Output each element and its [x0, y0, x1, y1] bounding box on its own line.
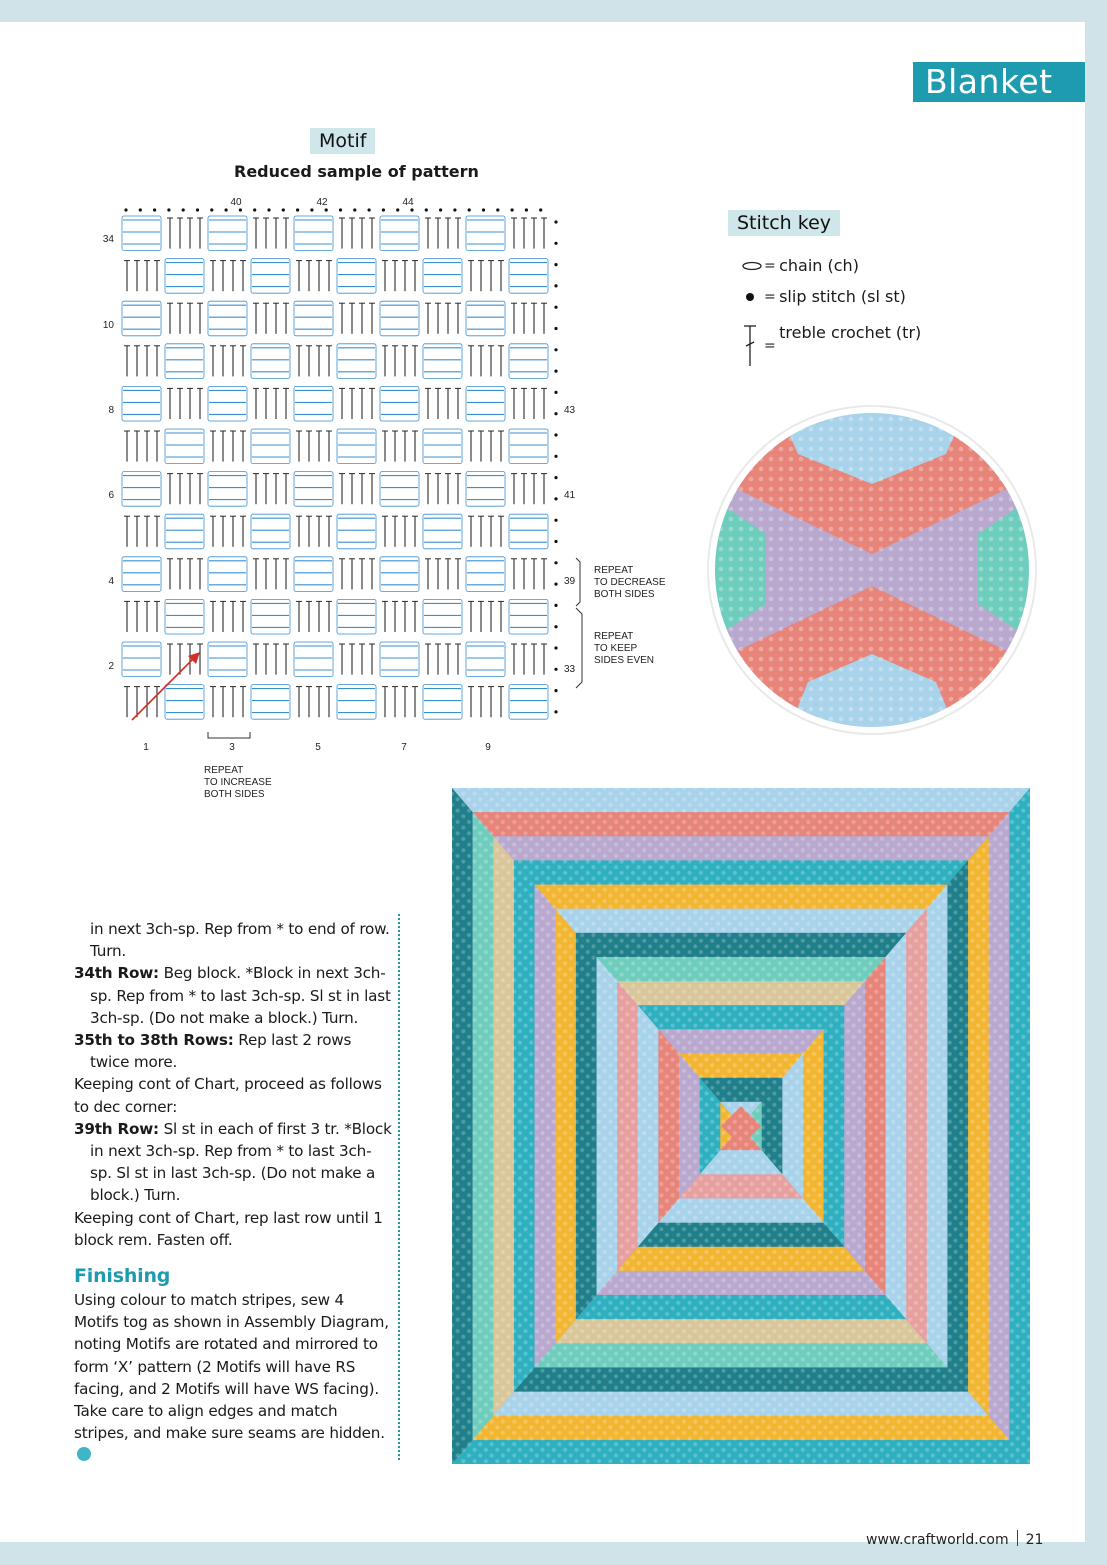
chart-cell — [208, 472, 247, 507]
chart-bottom-number: 7 — [401, 742, 407, 753]
chart-dot — [554, 710, 557, 713]
row39-text: Sl st in each of first 3 tr. *Block in next 3ch-sp. Rep from * to last 3ch-sp. Sl st in last 3ch-sp. (Do not make a block.) Turn. — [90, 1119, 392, 1205]
chart-dot — [554, 476, 557, 479]
chart-cell — [296, 431, 332, 462]
chart-cell — [511, 474, 547, 505]
chart-cell — [337, 429, 376, 464]
chart-dot — [253, 208, 256, 211]
chart-cell — [124, 261, 160, 292]
chart-dot — [554, 625, 557, 628]
chart-cell — [124, 431, 160, 462]
chart-cell — [294, 386, 333, 421]
chart-cell — [165, 599, 204, 634]
chart-dot — [468, 208, 471, 211]
chart-cell — [122, 557, 161, 592]
chart-dot — [139, 208, 142, 211]
chart-dot — [439, 208, 442, 211]
chart-cell — [122, 472, 161, 507]
repeat-increase-text: REPEAT — [204, 765, 244, 776]
chart-cell — [124, 346, 160, 377]
chart-cell — [253, 644, 289, 675]
chart-dot — [554, 455, 557, 458]
chart-cell — [167, 303, 203, 334]
finishing-heading: Finishing — [74, 1265, 171, 1288]
chart-cell — [380, 642, 419, 677]
key-slip — [740, 287, 906, 306]
chart-cell — [165, 259, 204, 294]
chart-bottom-number: 3 — [229, 742, 235, 753]
chart-cell — [165, 344, 204, 379]
instructions-text — [74, 918, 392, 1467]
chart-cell — [425, 218, 461, 249]
keep-cont-2: Keeping cont of Chart, rep last row until 1 block rem. Fasten off. — [74, 1208, 383, 1249]
chart-dot — [554, 412, 557, 415]
chart-cell — [466, 472, 505, 507]
chart-right-number: 43 — [564, 405, 576, 416]
chart-dot — [353, 208, 356, 211]
arrow-line — [132, 656, 196, 720]
chart-cell — [253, 474, 289, 505]
repeat-decrease-text: TO DECREASE — [594, 577, 666, 588]
chart-label: Motif — [310, 128, 375, 154]
chart-dot — [554, 668, 557, 671]
chart-cell — [423, 429, 462, 464]
chart-right-number: 39 — [564, 576, 576, 587]
chart-top-number: 42 — [316, 197, 328, 208]
chart-cell — [382, 516, 418, 547]
chart-cell — [380, 386, 419, 421]
repeat-even-text: SIDES EVEN — [594, 655, 655, 666]
chart-dot — [554, 327, 557, 330]
chart-dot — [339, 208, 342, 211]
chart-cell — [511, 644, 547, 675]
chart-left-number: 6 — [108, 490, 114, 501]
chart-subtitle: Reduced sample of pattern — [234, 162, 479, 181]
chart-cell — [122, 386, 161, 421]
footer — [866, 1530, 1043, 1548]
keep-cont-1: Keeping cont of Chart, proceed as follows to dec corner: — [74, 1075, 382, 1116]
chart-dot — [453, 208, 456, 211]
chart-cell — [251, 429, 290, 464]
chart-dot — [382, 208, 385, 211]
chart-cell — [339, 644, 375, 675]
chart-left-number: 10 — [102, 320, 114, 331]
chart-dot — [554, 242, 557, 245]
column-divider — [398, 914, 400, 1460]
chart-cell — [509, 344, 548, 379]
chart-cell — [167, 559, 203, 590]
chart-cell — [511, 559, 547, 590]
chart-cell — [380, 301, 419, 336]
chart-cell — [380, 472, 419, 507]
bracket — [576, 608, 582, 688]
chart-cell — [511, 388, 547, 419]
bracket — [208, 732, 250, 738]
chart-dot — [124, 208, 127, 211]
chart-cell — [425, 559, 461, 590]
chart-cell — [337, 685, 376, 720]
chart-cell — [251, 514, 290, 549]
yarn-ball-icon — [77, 1447, 91, 1461]
chart-cell — [511, 303, 547, 334]
chart-dot — [325, 208, 328, 211]
chart-cell — [466, 557, 505, 592]
chain-icon — [740, 256, 774, 275]
chart-cell — [423, 344, 462, 379]
chart-cell — [466, 216, 505, 251]
chart-cell — [165, 685, 204, 720]
chart-dot — [554, 604, 557, 607]
chart-dot — [554, 370, 557, 373]
chart-cell — [339, 388, 375, 419]
chart-cell — [251, 599, 290, 634]
chart-left-number: 2 — [108, 661, 114, 672]
chart-cell — [466, 301, 505, 336]
key-slip-text: slip stitch (sl st) — [779, 287, 906, 306]
chart-dot — [554, 646, 557, 649]
chart-cell — [253, 218, 289, 249]
dot-icon — [740, 287, 774, 306]
row34-text: Beg block. *Block in next 3ch-sp. Rep from * to last 3ch-sp. Sl st in last 3ch-sp. (Do not make a block.) Turn. — [90, 964, 391, 1027]
chart-cell — [466, 386, 505, 421]
chart-cell — [122, 642, 161, 677]
chart-cell — [296, 601, 332, 632]
chart-cell — [167, 474, 203, 505]
treble-icon — [740, 324, 774, 368]
chart-cell — [294, 642, 333, 677]
chart-cell — [122, 216, 161, 251]
chart-cell — [468, 261, 504, 292]
chart-cell — [509, 259, 548, 294]
chart-dot — [210, 208, 213, 211]
svg-text:=: = — [764, 258, 776, 274]
chart-cell — [509, 599, 548, 634]
chart-dot — [425, 208, 428, 211]
chart-cell — [425, 388, 461, 419]
chart-cell — [210, 431, 246, 462]
row34 — [74, 962, 392, 1029]
chart-cell — [380, 216, 419, 251]
chart-cell — [122, 301, 161, 336]
repeat-decrease-text: REPEAT — [594, 565, 634, 576]
chart-dot — [554, 433, 557, 436]
stitch-detail-photo — [706, 404, 1038, 736]
chart-dot — [153, 208, 156, 211]
row35-text: Rep last 2 rows twice more. — [90, 1031, 352, 1072]
page-number: 21 — [1025, 1532, 1044, 1548]
chart-cell — [296, 346, 332, 377]
chart-cell — [382, 261, 418, 292]
chart-left-number: 8 — [108, 405, 114, 416]
chart-cell — [337, 259, 376, 294]
chart-cell — [208, 301, 247, 336]
chart-dot — [482, 208, 485, 211]
chart-dot — [554, 497, 557, 500]
chart-cell — [337, 514, 376, 549]
chart-cell — [339, 303, 375, 334]
chart-cell — [509, 685, 548, 720]
stitch-key-label: Stitch key — [728, 210, 840, 236]
chart-dot — [554, 391, 557, 394]
chart-cell — [425, 474, 461, 505]
chart-cell — [251, 259, 290, 294]
row34-label: 34th Row: — [74, 964, 159, 983]
chart-cell — [253, 388, 289, 419]
chart-cell — [468, 601, 504, 632]
blanket-photo — [452, 788, 1030, 1464]
chart-cell — [337, 599, 376, 634]
chart-dot — [410, 208, 413, 211]
chart-cell — [253, 559, 289, 590]
chart-cell — [511, 218, 547, 249]
chart-cell — [165, 429, 204, 464]
chart-cell — [167, 218, 203, 249]
chart-cell — [468, 687, 504, 718]
key-treble — [740, 324, 921, 368]
chart-cell — [468, 431, 504, 462]
chart-dot — [496, 208, 499, 211]
chart-cell — [468, 516, 504, 547]
key-chain-text: chain (ch) — [779, 256, 859, 275]
chart-cell — [294, 216, 333, 251]
chart-cell — [423, 599, 462, 634]
repeat-decrease-text: BOTH SIDES — [594, 589, 655, 600]
chart-dot — [554, 583, 557, 586]
chart-cell — [339, 474, 375, 505]
chart-cell — [210, 687, 246, 718]
chart-cell — [296, 516, 332, 547]
chart-dot — [225, 208, 228, 211]
chart-cell — [294, 472, 333, 507]
row35 — [74, 1029, 392, 1073]
svg-text:=: = — [764, 289, 776, 305]
chart-cell — [339, 559, 375, 590]
chart-dot — [554, 284, 557, 287]
chart-dot — [239, 208, 242, 211]
chart-cell — [380, 557, 419, 592]
chart-dot — [511, 208, 514, 211]
chart-cell — [294, 301, 333, 336]
repeat-increase-text: TO INCREASE — [204, 777, 272, 788]
row39 — [74, 1118, 392, 1207]
chart-dot — [554, 519, 557, 522]
chart-cell — [210, 346, 246, 377]
chart-bottom-number: 9 — [485, 742, 491, 753]
chart-cell — [253, 303, 289, 334]
chart-cell — [466, 642, 505, 677]
chart-cell — [208, 216, 247, 251]
chart-cell — [423, 685, 462, 720]
chart-cell — [210, 261, 246, 292]
chart-dot — [282, 208, 285, 211]
chart-cell — [423, 514, 462, 549]
chart-dot — [554, 306, 557, 309]
chart-bottom-number: 5 — [315, 742, 321, 753]
chart-cell — [167, 644, 203, 675]
chart-dot — [368, 208, 371, 211]
key-chain — [740, 256, 859, 275]
cont-line: in next 3ch-sp. Rep from * to end of row. Turn. — [90, 920, 390, 961]
blanket-texture — [452, 788, 1030, 1464]
chart-dot — [196, 208, 199, 211]
chart-dot — [554, 540, 557, 543]
chart-cell — [382, 346, 418, 377]
chart-cell — [251, 685, 290, 720]
chart-cell — [294, 557, 333, 592]
chart-left-number: 34 — [102, 234, 114, 245]
finishing-text — [74, 1289, 392, 1467]
chart-dot — [310, 208, 313, 211]
chart-dot — [554, 689, 557, 692]
chart-dot — [396, 208, 399, 211]
chart-cell — [124, 687, 160, 718]
chart-cell — [210, 516, 246, 547]
chart-dot — [296, 208, 299, 211]
chart-right-number: 33 — [564, 664, 576, 675]
chart-dot — [267, 208, 270, 211]
repeat-even-text: TO KEEP — [594, 643, 638, 654]
chart-dot — [554, 263, 557, 266]
svg-text:=: = — [764, 338, 776, 354]
chart-dot — [554, 561, 557, 564]
footer-url[interactable]: www.craftworld.com — [866, 1532, 1009, 1548]
chart-cell — [468, 346, 504, 377]
footer-separator — [1017, 1530, 1018, 1546]
chart-left-number: 4 — [108, 576, 114, 587]
chart-cell — [208, 642, 247, 677]
chart-cell — [509, 514, 548, 549]
finishing-body: Using colour to match stripes, sew 4 Motifs tog as shown in Assembly Diagram, noting Motifs are rotated and mirrored to form ‘X’ pattern (2 Motifs will have RS facing, and 2 Motifs will have WS facing). Take care to align edges and match stripes, and make sure seams are hidden. — [74, 1291, 389, 1443]
chart-right-number: 41 — [564, 490, 576, 501]
bracket — [576, 558, 580, 606]
section-tab: Blanket — [913, 62, 1085, 102]
chart-cell — [296, 261, 332, 292]
repeat-increase-text: BOTH SIDES — [204, 789, 265, 800]
repeat-even-text: REPEAT — [594, 631, 634, 642]
chart-cell — [339, 218, 375, 249]
chart-top-number: 40 — [230, 197, 242, 208]
row39-label: 39th Row: — [74, 1119, 159, 1138]
chart-cell — [165, 514, 204, 549]
chart-dot — [539, 208, 542, 211]
chart-cell — [337, 344, 376, 379]
chart-dot — [182, 208, 185, 211]
row35-label: 35th to 38th Rows: — [74, 1031, 234, 1050]
chart-dot — [525, 208, 528, 211]
chart-dot — [554, 220, 557, 223]
crochet-chart — [90, 190, 690, 810]
chart-dot — [554, 348, 557, 351]
chart-cell — [124, 516, 160, 547]
chart-cell — [382, 687, 418, 718]
chart-cell — [124, 601, 160, 632]
chart-cell — [423, 259, 462, 294]
chart-cell — [167, 388, 203, 419]
chart-cell — [208, 386, 247, 421]
chart-cell — [296, 687, 332, 718]
chart-cell — [425, 644, 461, 675]
chart-dot — [167, 208, 170, 211]
chart-bottom-number: 1 — [143, 742, 149, 753]
chart-cell — [382, 431, 418, 462]
chart-cell — [425, 303, 461, 334]
chart-cell — [382, 601, 418, 632]
chart-cell — [208, 557, 247, 592]
chart-cell — [251, 344, 290, 379]
chart-cell — [509, 429, 548, 464]
chart-cell — [210, 601, 246, 632]
chart-top-number: 44 — [402, 197, 414, 208]
key-treble-text: treble crochet (tr) — [779, 323, 922, 342]
